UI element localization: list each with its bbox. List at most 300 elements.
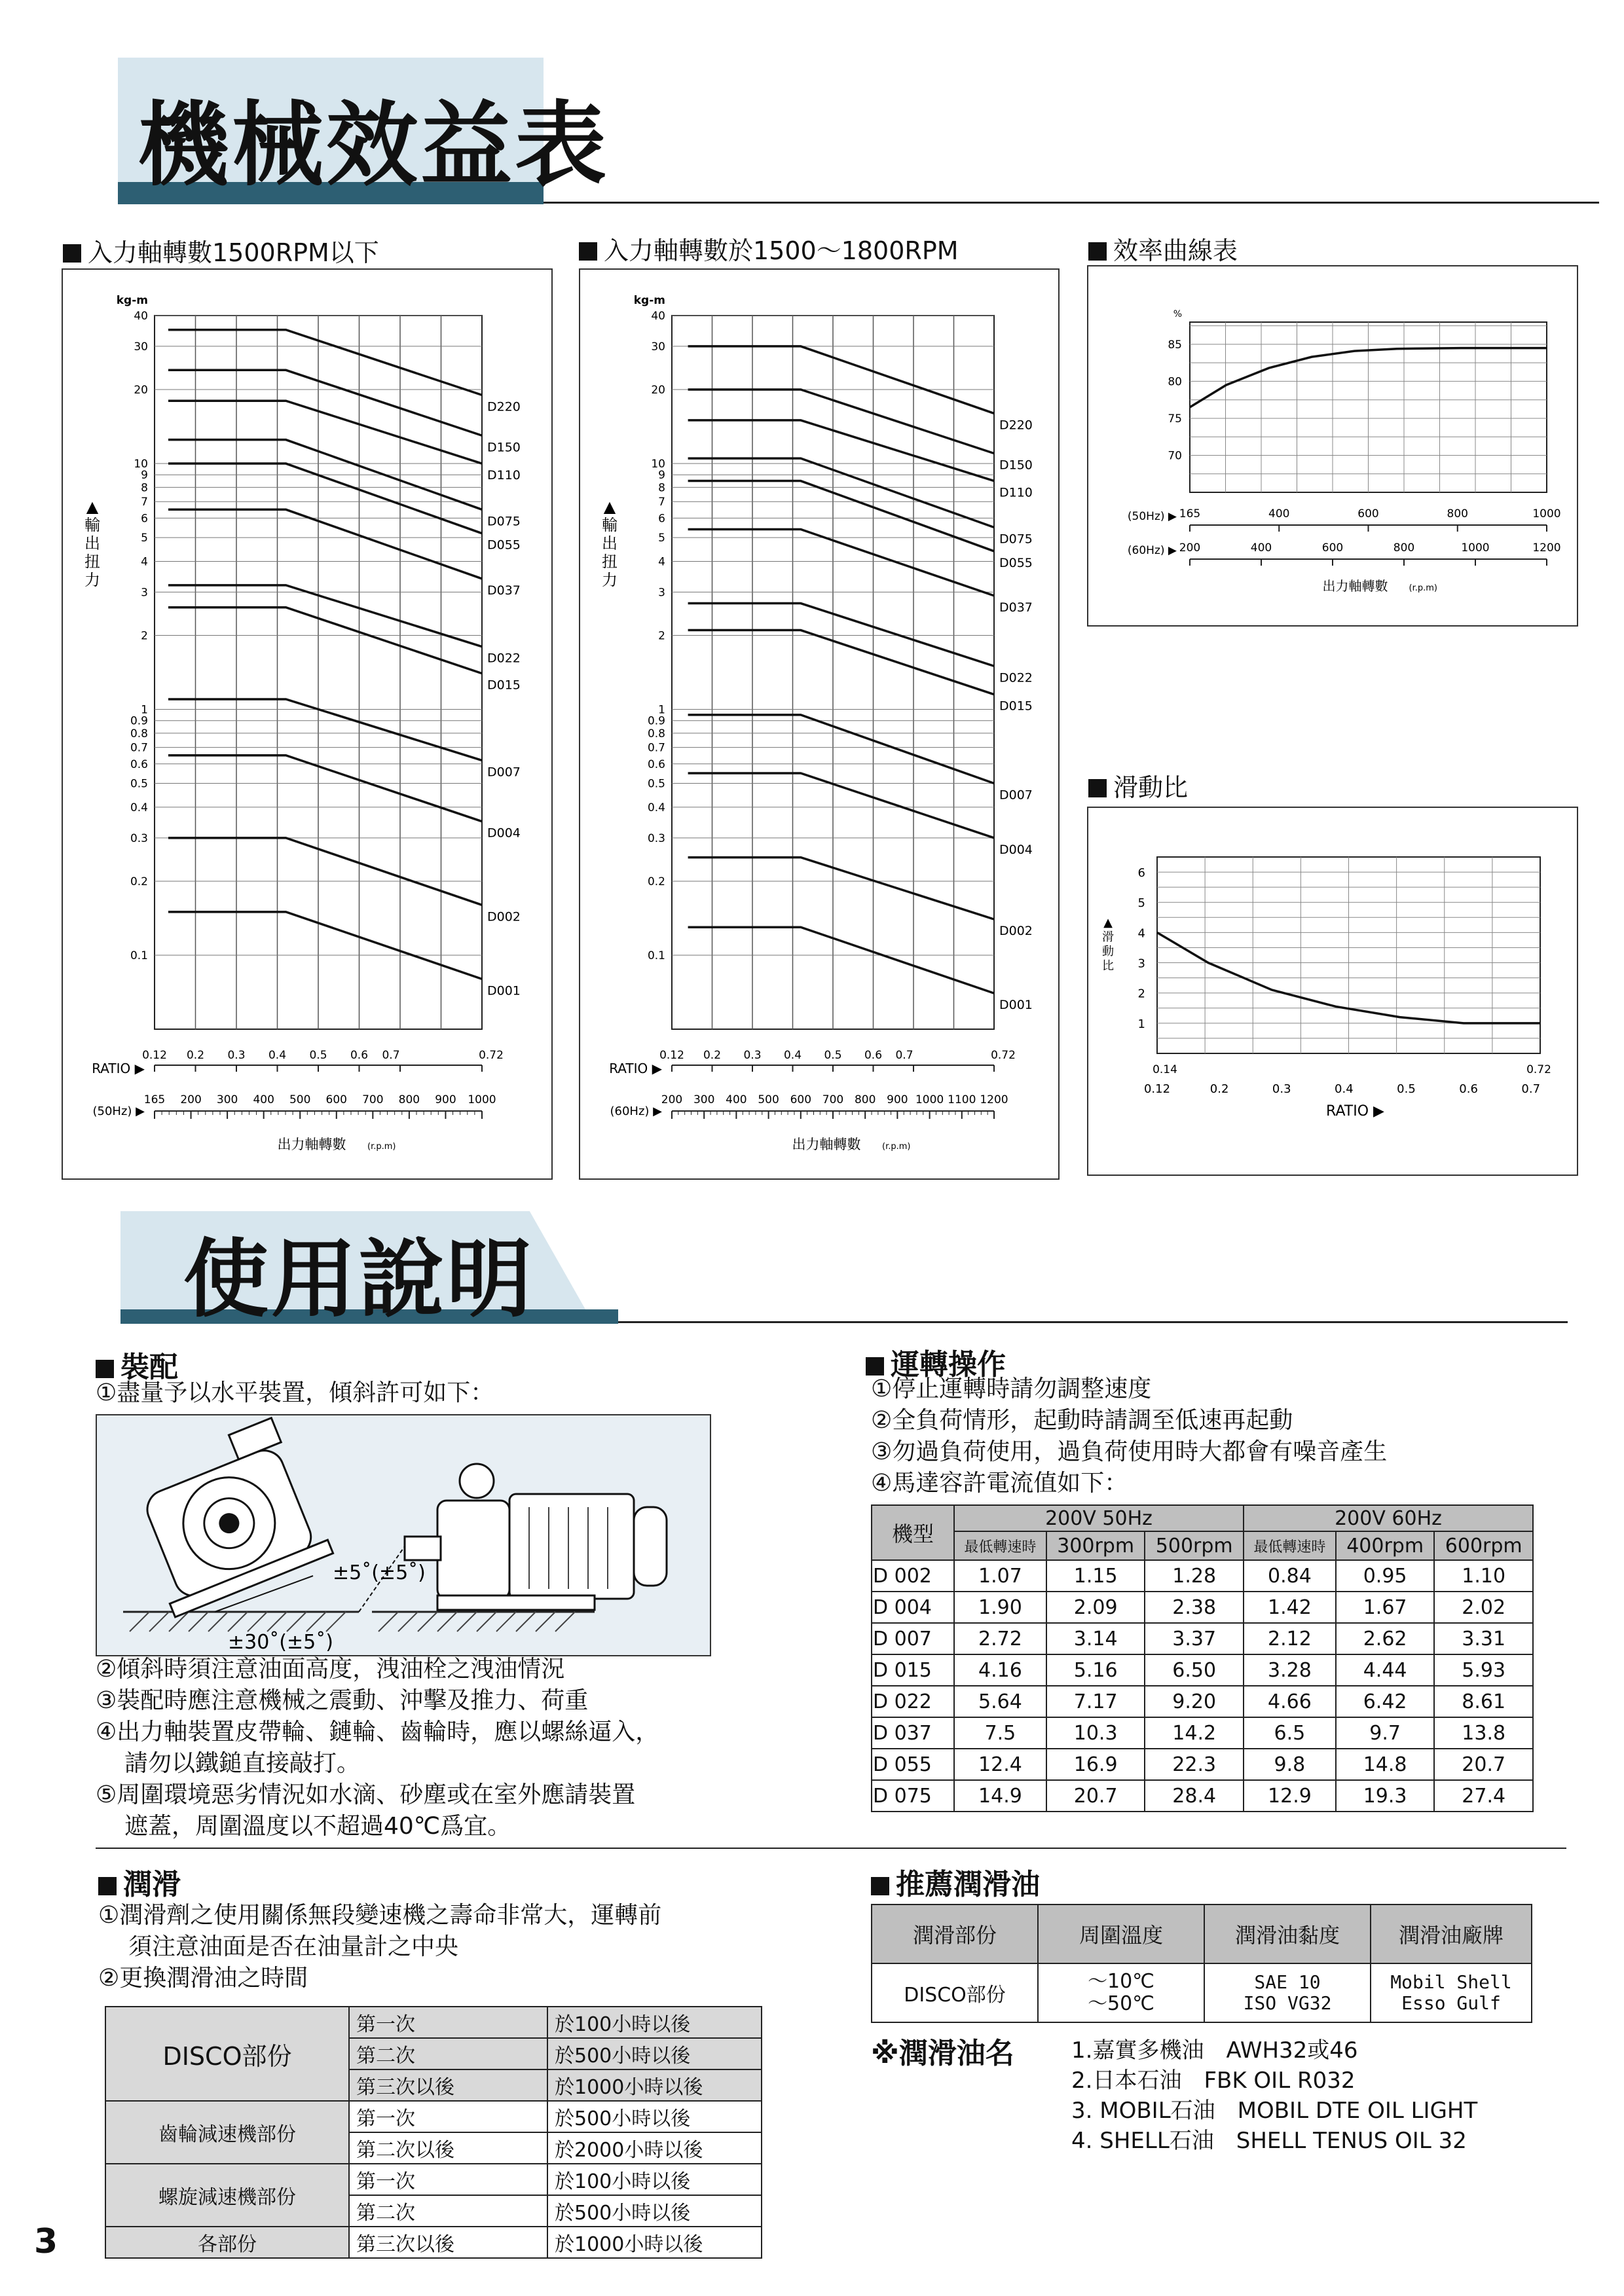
square-bullet-icon	[1088, 242, 1107, 261]
rpm-tick-label: 1000	[915, 1093, 944, 1106]
oil-name-2: 2.日本石油 FBK OIL R032	[1071, 2068, 1356, 2094]
series-label-d007: D007	[487, 765, 521, 780]
y-tick-label: 2	[141, 629, 148, 643]
series-label-d055: D055	[487, 538, 521, 553]
y-tick-label: 5	[141, 532, 148, 545]
current-value-cell: 3.28	[1244, 1654, 1336, 1686]
assembly-item4b: 請勿以鐵鎚直接敲打。	[124, 1750, 361, 1777]
series-label-d037: D037	[999, 600, 1033, 615]
oil-names-label: ※潤滑油名	[871, 2037, 1014, 2070]
ratio-tick-label: 0.3	[227, 1049, 246, 1062]
freq-axis-label: (50Hz) ▶	[92, 1104, 145, 1118]
y-tick-label: 0.8	[647, 727, 665, 740]
ratio-tick-label: 0.6	[864, 1049, 883, 1062]
lub-part-cell: 齒輪減速機部份	[105, 2101, 349, 2164]
current-value-cell: 1.42	[1244, 1592, 1336, 1623]
series-label-d015: D015	[487, 678, 521, 693]
y-axis-label: ▲	[603, 498, 616, 516]
rpm-tick-label: 1000	[468, 1093, 496, 1106]
y-axis-label: 輸	[602, 516, 618, 534]
freq-axis-label: (60Hz) ▶	[1127, 544, 1177, 557]
y-tick-label: 0.4	[130, 801, 148, 814]
current-value-cell: 12.9	[1244, 1780, 1336, 1812]
y-tick-label: 3	[658, 586, 665, 600]
chart1-heading	[63, 232, 379, 268]
tilt-angle-label-1: ±30˚(±5˚)	[228, 1631, 333, 1654]
chart4-heading-text: 滑動比	[1113, 773, 1189, 802]
lub-occurrence-cell: 第二次以後	[349, 2132, 547, 2164]
group-60hz-header: 200V 60Hz	[1244, 1505, 1533, 1531]
chart3-heading	[1088, 230, 1238, 266]
torque-chart-50hz	[63, 270, 551, 1178]
x-axis-unit: (r.p.m)	[1409, 583, 1437, 593]
current-value-cell: 9.7	[1336, 1717, 1435, 1749]
table-row	[872, 1623, 1533, 1654]
y-tick-label: 20	[134, 384, 148, 397]
motor-current-table	[871, 1504, 1534, 1812]
square-bullet-icon	[1088, 779, 1107, 797]
current-value-cell: 1.90	[954, 1592, 1046, 1623]
current-value-cell: 9.8	[1244, 1749, 1336, 1780]
operation-item-3: ③勿過負荷使用，過負荷使用時大都會有噪音產生	[871, 1438, 1388, 1465]
table-row	[872, 1749, 1533, 1780]
lub-part-cell: 各部份	[105, 2227, 349, 2258]
y-axis-label: 出	[84, 534, 100, 553]
y-tick-label: 0.3	[647, 831, 665, 845]
chart2-heading-text: 入力軸轉數於1500～1800RPM	[604, 236, 959, 265]
ratio-axis-label: RATIO ▶	[609, 1061, 662, 1076]
rpm-tick-label: 1000	[1532, 507, 1561, 520]
current-value-cell: 1.67	[1336, 1592, 1435, 1623]
y-tick-label: 1	[658, 703, 665, 717]
y-tick-label: 8	[141, 481, 148, 495]
current-value-cell: 10.3	[1046, 1717, 1145, 1749]
square-bullet-icon	[871, 1877, 889, 1895]
operation-item-2: ②全負荷情形，起動時請調至低速再起動	[871, 1407, 1293, 1434]
assembly-item5b: 遮蓋，周圍溫度以不超過40℃爲宜。	[124, 1813, 511, 1840]
group-50hz-header: 200V 50Hz	[954, 1505, 1244, 1531]
rpm-tick-label: 1200	[1532, 541, 1561, 555]
current-value-cell: 20.7	[1046, 1780, 1145, 1812]
series-label-d110: D110	[999, 485, 1033, 500]
current-value-cell: 8.61	[1434, 1686, 1533, 1717]
chart3-panel	[1087, 265, 1578, 627]
recommended-table-wrap	[871, 1904, 1532, 2023]
chart1-heading-text: 入力軸轉數1500RPM以下	[88, 238, 379, 267]
rpm-tick-label: 200	[661, 1093, 683, 1106]
y-tick-label: 0.9	[130, 714, 148, 728]
current-value-cell: 2.72	[954, 1623, 1046, 1654]
y-tick-label: 4	[658, 555, 665, 569]
lub-occurrence-cell: 第三次以後	[349, 2227, 547, 2258]
y-tick-label: 8	[658, 481, 665, 495]
y-tick-label: 0.1	[130, 949, 148, 962]
oil-change-table	[105, 2006, 762, 2259]
sub-header: 300rpm	[1046, 1531, 1145, 1560]
current-value-cell: 28.4	[1145, 1780, 1244, 1812]
sub-header: 最低轉速時	[954, 1531, 1046, 1560]
current-value-cell: 2.38	[1145, 1592, 1244, 1623]
current-value-cell: 13.8	[1434, 1717, 1533, 1749]
model-cell: D 015	[872, 1654, 954, 1686]
rpm-tick-label: 500	[758, 1093, 779, 1106]
chart2-panel	[579, 268, 1060, 1180]
lub-occurrence-cell: 第一次	[349, 2101, 547, 2132]
current-value-cell: 4.44	[1336, 1654, 1435, 1686]
model-cell: D 055	[872, 1749, 954, 1780]
operation-item-4: ④馬達容許電流值如下：	[871, 1470, 1128, 1497]
assembly-item3: ③裝配時應注意機械之震動、沖擊及推力、荷重	[96, 1687, 589, 1714]
current-value-cell: 2.62	[1336, 1623, 1435, 1654]
rec-cell-viscosity: SAE 10 ISO VG32	[1204, 1963, 1371, 2022]
rec-cell-brand: Mobil Shell Esso Gulf	[1371, 1963, 1532, 2022]
recommended-heading-text: 推薦潤滑油	[896, 1868, 1040, 1901]
rpm-tick-label: 165	[1179, 507, 1201, 520]
y-tick-label: 4	[141, 555, 148, 569]
page-number: 3	[34, 2222, 58, 2261]
y-axis-label: 比	[1102, 959, 1114, 974]
series-label-d001: D001	[487, 983, 521, 998]
y-tick-label: 30	[134, 340, 148, 354]
rec-header-part: 潤滑部份	[872, 1904, 1038, 1963]
ratio-tick-label: 0.7	[895, 1049, 913, 1062]
lub-interval-cell: 於1000小時以後	[547, 2069, 762, 2101]
lower-rule	[96, 1848, 1566, 1849]
x-axis-label: 出力軸轉數	[792, 1137, 861, 1152]
sub-header: 最低轉速時	[1244, 1531, 1336, 1560]
header1-title: 機械效益表	[138, 92, 610, 199]
series-label-d075: D075	[487, 514, 521, 529]
ratio-tick-label: 0.3	[743, 1049, 762, 1062]
current-value-cell: 6.5	[1244, 1717, 1336, 1749]
rec-header-viscosity: 潤滑油黏度	[1204, 1904, 1371, 1963]
rpm-tick-label: 400	[1250, 541, 1272, 555]
y-tick-label: 80	[1168, 375, 1182, 389]
current-value-cell: 5.16	[1046, 1654, 1145, 1686]
freq-axis-label: (50Hz) ▶	[1127, 510, 1177, 523]
series-label-d004: D004	[487, 826, 521, 841]
rpm-tick-label: 1200	[980, 1093, 1008, 1106]
y-axis-label: ▲	[1103, 916, 1113, 930]
lubrication-item1b: 須注意油面是否在油量計之中央	[128, 1933, 459, 1960]
assembly-item5a: ⑤周圍環境惡劣情況如水滴、砂塵或在室外應請裝置	[96, 1781, 636, 1808]
rpm-tick-label: 900	[887, 1093, 908, 1106]
ratio-tick-label: 0.5	[309, 1049, 327, 1062]
current-value-cell: 4.66	[1244, 1686, 1336, 1717]
y-tick-label: 7	[141, 496, 148, 509]
lub-part-cell: 螺旋減速機部份	[105, 2164, 349, 2227]
assembly-item4a: ④出力軸裝置皮帶輪、鏈輪、齒輪時，應以螺絲逼入，	[96, 1719, 659, 1745]
rpm-tick-label: 800	[1393, 541, 1415, 555]
y-tick-label: 70	[1168, 449, 1182, 463]
lubrication-item2: ②更換潤滑油之時間	[98, 1965, 308, 1992]
y-tick-label: 1	[1137, 1017, 1145, 1031]
rpm-tick-label: 300	[216, 1093, 238, 1106]
x-axis-label: 出力軸轉數	[1322, 578, 1388, 594]
y-tick-label: 0.8	[130, 727, 148, 740]
rpm-tick-label: 600	[1321, 541, 1344, 555]
y-tick-label: 0.6	[647, 757, 665, 771]
current-value-cell: 6.50	[1145, 1654, 1244, 1686]
series-label-d022: D022	[999, 670, 1033, 685]
current-value-cell: 1.07	[954, 1560, 1046, 1592]
x-tick-label: 0.7	[1521, 1082, 1541, 1096]
y-tick-label: 10	[134, 458, 148, 471]
current-value-cell: 7.17	[1046, 1686, 1145, 1717]
ratio-tick-label: 0.5	[824, 1049, 842, 1062]
current-value-cell: 5.93	[1434, 1654, 1533, 1686]
table-row	[105, 2101, 762, 2132]
current-value-cell: 12.4	[954, 1749, 1046, 1780]
current-value-cell: 2.02	[1434, 1592, 1533, 1623]
y-tick-label: 3	[141, 586, 148, 600]
series-label-d075: D075	[999, 532, 1033, 547]
model-cell: D 075	[872, 1780, 954, 1812]
series-label-d015: D015	[999, 699, 1033, 714]
current-value-cell: 0.84	[1244, 1560, 1336, 1592]
lub-part-cell: DISCO部份	[105, 2007, 349, 2101]
y-tick-label: 5	[1137, 896, 1145, 911]
rpm-tick-label: 600	[325, 1093, 348, 1106]
x-tick-label: 0.4	[1335, 1082, 1354, 1096]
model-cell: D 004	[872, 1592, 954, 1623]
lub-interval-cell: 於500小時以後	[547, 2101, 762, 2132]
current-value-cell: 14.2	[1145, 1717, 1244, 1749]
current-value-cell: 2.12	[1244, 1623, 1336, 1654]
assembly-heading-text: 裝配	[120, 1351, 178, 1384]
ratio-tick-label: 0.72	[991, 1049, 1016, 1062]
ratio-tick-label: 0.4	[268, 1049, 287, 1062]
y-tick-label: 5	[658, 532, 665, 545]
y-tick-label: 0.7	[647, 741, 665, 755]
ratio-tick-label: 0.2	[186, 1049, 205, 1062]
current-value-cell: 22.3	[1145, 1749, 1244, 1780]
y-tick-label: 0.2	[130, 875, 148, 888]
current-value-cell: 0.95	[1336, 1560, 1435, 1592]
torque-chart-60hz	[580, 270, 1058, 1178]
x-tick-label: 0.3	[1272, 1082, 1291, 1096]
y-tick-label: 0.6	[130, 757, 148, 771]
series-label-d220: D220	[487, 399, 521, 414]
header1-rule	[544, 202, 1599, 204]
series-label-d220: D220	[999, 418, 1033, 433]
x-tick-label: 0.2	[1209, 1082, 1229, 1096]
current-value-cell: 2.09	[1046, 1592, 1145, 1623]
operation-heading-text: 運轉操作	[891, 1348, 1006, 1381]
square-bullet-icon	[98, 1877, 117, 1895]
y-tick-label: 7	[658, 496, 665, 509]
rpm-tick-label: 800	[398, 1093, 420, 1106]
lub-occurrence-cell: 第二次	[349, 2038, 547, 2069]
current-value-cell: 3.37	[1145, 1623, 1244, 1654]
y-tick-label: 6	[658, 512, 665, 526]
lub-occurrence-cell: 第一次	[349, 2164, 547, 2195]
slip-ratio-chart	[1088, 808, 1577, 1175]
tilt-angle-label-2: ±5˚(±5˚)	[333, 1561, 426, 1584]
series-label-d001: D001	[999, 998, 1033, 1013]
lubrication-heading-text: 潤滑	[123, 1868, 181, 1901]
y-unit-label: kg-m	[116, 294, 148, 307]
chart3-heading-text: 效率曲線表	[1113, 236, 1238, 265]
current-value-cell: 16.9	[1046, 1749, 1145, 1780]
current-value-cell: 6.42	[1336, 1686, 1435, 1717]
lub-interval-cell: 於100小時以後	[547, 2164, 762, 2195]
current-value-cell: 3.14	[1046, 1623, 1145, 1654]
rpm-tick-label: 600	[1357, 507, 1379, 520]
table-row	[105, 2227, 762, 2258]
rec-header-brand: 潤滑油廠牌	[1371, 1904, 1532, 1963]
rpm-tick-label: 600	[790, 1093, 812, 1106]
y-tick-label: 30	[651, 340, 665, 354]
table-row	[872, 1654, 1533, 1686]
x-top-tick-label: 0.14	[1153, 1063, 1177, 1076]
ratio-tick-label: 0.72	[479, 1049, 504, 1062]
rpm-tick-label: 400	[253, 1093, 274, 1106]
current-value-cell: 7.5	[954, 1717, 1046, 1749]
table-row	[872, 1592, 1533, 1623]
operation-item-1: ①停止運轉時請勿調整速度	[871, 1376, 1152, 1402]
col-model-header: 機型	[872, 1505, 954, 1560]
current-table-wrap	[871, 1504, 1534, 1812]
assembly-figure	[96, 1414, 711, 1656]
rpm-tick-label: 800	[854, 1093, 876, 1106]
series-label-d150: D150	[999, 458, 1033, 473]
y-tick-label: 0.3	[130, 831, 148, 845]
assembly-item1: ①盡量予以水平裝置，傾斜許可如下：	[96, 1379, 494, 1406]
y-tick-label: 6	[1137, 866, 1145, 881]
y-tick-label: 0.5	[647, 777, 665, 791]
y-tick-label: 6	[141, 512, 148, 526]
y-axis-label: 滑	[1102, 930, 1114, 945]
x-axis-unit: (r.p.m)	[367, 1142, 396, 1152]
series-label-d055: D055	[999, 555, 1033, 570]
x-axis-label: RATIO ▶	[1326, 1103, 1384, 1120]
rec-header-temp: 周圍溫度	[1038, 1904, 1204, 1963]
rpm-tick-label: 1100	[948, 1093, 976, 1106]
series-label-d037: D037	[487, 583, 521, 598]
series-label-d110: D110	[487, 468, 521, 483]
rpm-tick-label: 1000	[1461, 541, 1490, 555]
model-cell: D 007	[872, 1623, 954, 1654]
y-tick-label: 40	[651, 310, 665, 323]
y-tick-label: 40	[134, 310, 148, 323]
ratio-tick-label: 0.4	[783, 1049, 802, 1062]
current-value-cell: 14.9	[954, 1780, 1046, 1812]
y-tick-label: 20	[651, 384, 665, 397]
rpm-tick-label: 500	[289, 1093, 311, 1106]
motor-tilt-figure	[97, 1415, 710, 1655]
y-axis-label: ▲	[86, 498, 99, 516]
y-unit-label: kg-m	[633, 294, 665, 307]
series-label-d002: D002	[999, 924, 1033, 939]
y-axis-label: 力	[84, 571, 100, 589]
rpm-tick-label: 300	[693, 1093, 715, 1106]
lub-occurrence-cell: 第三次以後	[349, 2069, 547, 2101]
rpm-tick-label: 700	[822, 1093, 844, 1106]
current-value-cell: 14.8	[1336, 1749, 1435, 1780]
rpm-tick-label: 700	[362, 1093, 384, 1106]
x-top-tick-label: 0.72	[1526, 1063, 1551, 1076]
oil-name-4: 4. SHELL石油 SHELL TENUS OIL 32	[1071, 2128, 1467, 2154]
lub-interval-cell: 於500小時以後	[547, 2038, 762, 2069]
y-axis-label: 力	[602, 571, 618, 589]
y-tick-label: 0.1	[647, 949, 665, 962]
sub-header: 400rpm	[1336, 1531, 1435, 1560]
x-tick-label: 0.12	[1143, 1082, 1171, 1096]
ratio-axis-label: RATIO ▶	[92, 1061, 145, 1076]
rec-cell-part: DISCO部份	[872, 1963, 1038, 2022]
lubrication-heading	[98, 1861, 181, 1903]
series-label-d022: D022	[487, 651, 521, 666]
ratio-tick-label: 0.7	[382, 1049, 400, 1062]
model-cell: D 037	[872, 1717, 954, 1749]
assembly-item2: ②傾斜時須注意油面高度，洩油栓之洩油情況	[96, 1656, 565, 1683]
ratio-tick-label: 0.6	[350, 1049, 369, 1062]
y-unit-label: %	[1173, 309, 1182, 319]
freq-axis-label: (60Hz) ▶	[610, 1104, 662, 1118]
rpm-tick-label: 400	[726, 1093, 747, 1106]
current-value-cell: 5.64	[954, 1686, 1046, 1717]
chart2-heading	[579, 230, 959, 266]
current-value-cell: 20.7	[1434, 1749, 1533, 1780]
y-tick-label: 1	[141, 703, 148, 717]
x-tick-label: 0.6	[1459, 1082, 1478, 1096]
y-tick-label: 75	[1168, 412, 1182, 426]
y-tick-label: 0.2	[647, 875, 665, 888]
series-label-d007: D007	[999, 788, 1033, 803]
table-row	[872, 1686, 1533, 1717]
table-row	[872, 1780, 1533, 1812]
y-tick-label: 3	[1137, 957, 1145, 971]
rpm-tick-label: 400	[1268, 507, 1290, 520]
oil-name-3: 3. MOBIL石油 MOBIL DTE OIL LIGHT	[1071, 2098, 1478, 2124]
header2-rule	[618, 1321, 1568, 1323]
x-axis-label: 出力軸轉數	[277, 1137, 346, 1152]
sub-header: 600rpm	[1434, 1531, 1533, 1560]
recommended-heading	[871, 1861, 1040, 1903]
y-tick-label: 4	[1137, 926, 1145, 941]
rpm-tick-label: 165	[143, 1093, 166, 1106]
model-cell: D 022	[872, 1686, 954, 1717]
series-label-d002: D002	[487, 909, 521, 924]
lub-interval-cell: 於1000小時以後	[547, 2227, 762, 2258]
oil-change-table-wrap	[105, 2006, 762, 2259]
lubrication-item1a: ①潤滑劑之使用關係無段變速機之壽命非常大，運轉前	[98, 1902, 662, 1929]
square-bullet-icon	[63, 244, 81, 263]
y-tick-label: 2	[658, 629, 665, 643]
y-tick-label: 9	[141, 469, 148, 483]
y-tick-label: 9	[658, 469, 665, 483]
current-value-cell: 9.20	[1145, 1686, 1244, 1717]
chart1-panel	[62, 268, 553, 1180]
rec-cell-temp: ～10℃ ～50℃	[1038, 1963, 1204, 2022]
series-label-d004: D004	[999, 842, 1033, 857]
square-bullet-icon	[866, 1357, 884, 1376]
efficiency-chart	[1088, 266, 1577, 625]
sub-header: 500rpm	[1145, 1531, 1244, 1560]
header2-title: 使用說明	[183, 1230, 535, 1329]
y-tick-label: 0.4	[647, 801, 665, 814]
current-value-cell: 3.31	[1434, 1623, 1533, 1654]
series-label-d150: D150	[487, 440, 521, 455]
current-value-cell: 1.28	[1145, 1560, 1244, 1592]
y-axis-label: 動	[1102, 945, 1114, 959]
y-tick-label: 0.9	[647, 714, 665, 728]
lub-interval-cell: 於500小時以後	[547, 2195, 762, 2227]
rpm-tick-label: 200	[180, 1093, 202, 1106]
y-axis-label: 扭	[602, 553, 618, 571]
recommended-oil-table	[871, 1904, 1532, 2023]
